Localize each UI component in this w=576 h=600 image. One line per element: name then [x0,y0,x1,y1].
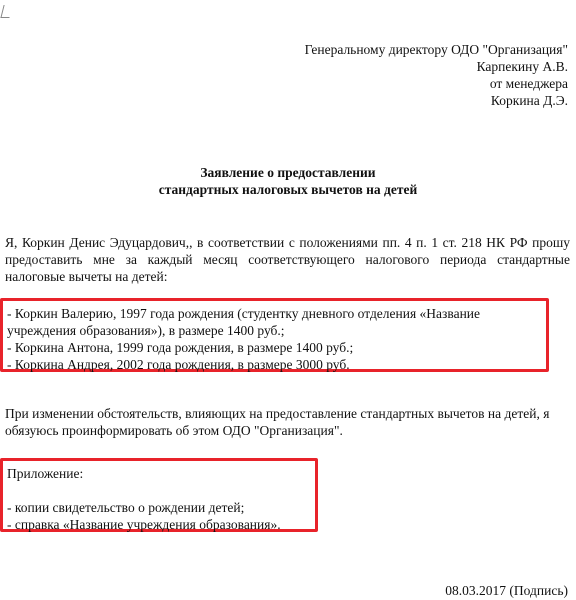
corner-mark [0,5,12,18]
appendix-highlight-box [0,458,318,532]
addressee-line-3: от менеджера [489,76,568,91]
conditions-paragraph: При изменении обстоятельств, влияющих на предоставление стандартных вычетов на детей, я обязуюсь проинформировать об этом ОДО "Организация". [5,406,550,438]
child-item-3: - Коркина Андрея, 2002 года рождения, в размере 3000 руб. [7,357,350,372]
appendix-heading: Приложение: [7,466,84,481]
title-line-1: Заявление о предоставлении [200,165,376,180]
addressee-line-4: Коркина Д.Э. [490,93,568,108]
child-item-2: - Коркина Антона, 1999 года рождения, в размере 1400 руб.; [7,340,354,355]
addressee-line-1: Генеральному директору ОДО "Организация" [304,42,568,57]
appendix-item-1: - копии свидетельство о рождении детей; [7,500,245,515]
document-title [0,164,576,198]
appendix-item-2: - справка «Название учреждения образования». [7,517,281,532]
children-highlight-box [0,298,549,372]
title-line-2: стандартных налоговых вычетов на детей [158,182,418,197]
child-item-1: - Коркин Валерию, 1997 года рождения (студентку дневного отделения «Название учреждения образования»), в размере 1400 руб.; [7,306,481,338]
addressee-block [228,41,568,109]
intro-paragraph: Я, Коркин Денис Эдуцардович,, в соответствии с положениями пп. 4 п. 1 ст. 218 НК РФ прошу предоставить мне за каждый месяц соответствующего налогового периода стандартные налоговые вычеты на детей: [5,235,570,284]
signature-line: 08.03.2017 (Подпись) [445,583,568,598]
appendix-gap [7,482,315,499]
addressee-line-2: Карпекину А.В. [476,59,568,74]
